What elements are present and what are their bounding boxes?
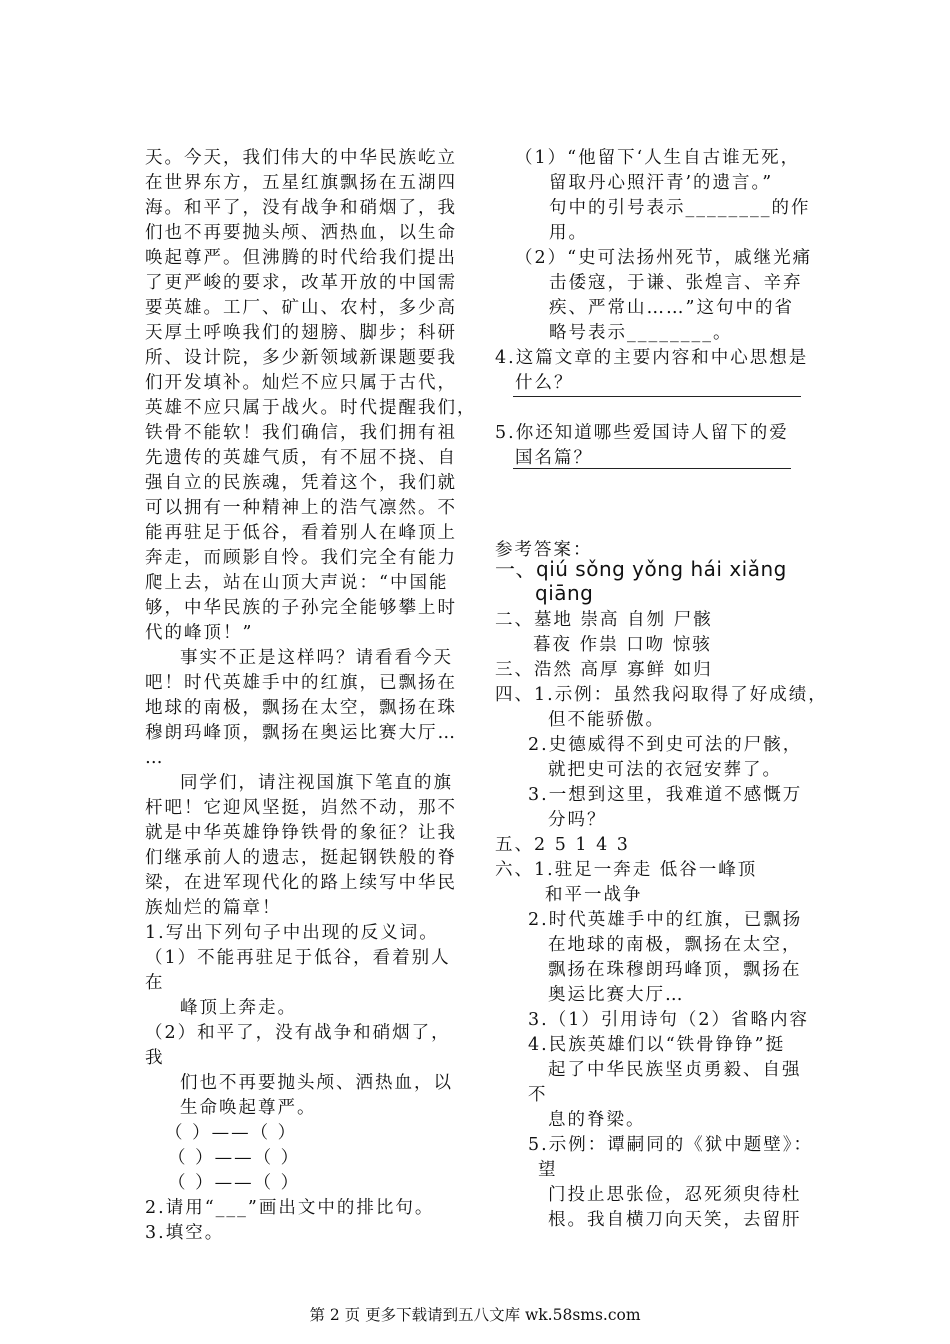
left-column-text-line: 们也不再要抛头颅、洒热血，以生命 xyxy=(145,223,457,243)
right-column-text-line: 2.史德威得不到史可法的尸骸， xyxy=(528,735,803,755)
pinyin-answer-line-1: 一、qiú sǒng yǒng hái xiǎng xyxy=(495,557,787,581)
left-column-text-line: 能再驻足于低谷，看着别人在峰顶上 xyxy=(145,523,457,543)
right-column-text-line: 略号表示________。 xyxy=(549,323,733,343)
left-column-text-line: 所、设计院，多少新领域新课题要我 xyxy=(145,348,457,368)
left-column-text-line: 2.请用“___”画出文中的排比句。 xyxy=(145,1198,435,1218)
left-column-text-line: 奔走，而顾影自怜。我们完全有能力 xyxy=(145,548,457,568)
right-column-text-line: 用。 xyxy=(549,223,588,243)
left-column-text-line: 唤起尊严。但沸腾的时代给我们提出 xyxy=(145,248,457,268)
left-column-text-line: 族灿烂的篇章！ xyxy=(145,898,282,918)
left-column-text-line: 在 xyxy=(145,973,165,993)
right-column-text-line: 就把史可法的衣冠安葬了。 xyxy=(548,760,782,780)
right-column-text-line: 国名篇？ xyxy=(515,448,593,468)
page-footer: 第 2 页 更多下载请到五八文库 wk.58sms.com xyxy=(309,1306,641,1324)
right-column-text-line: 五、2 5 1 4 3 xyxy=(495,835,630,855)
left-column-text-line: 够，中华民族的子孙完全能够攀上时 xyxy=(145,598,457,618)
left-column-text-line: 代的峰顶！” xyxy=(145,623,254,643)
left-column-text-line: （ ）——（ ） xyxy=(165,1123,298,1143)
answer-line-5 xyxy=(513,468,791,469)
right-column-text-line: 什么？ xyxy=(515,373,574,393)
right-column-text-line: 4.这篇文章的主要内容和中心思想是 xyxy=(495,348,809,368)
left-column-text-line: 地球的南极，飘扬在太空，飘扬在珠 xyxy=(145,698,457,718)
right-column-text-line: 2.时代英雄手中的红旗，已飘扬 xyxy=(528,910,803,930)
right-column-text-line: 息的脊梁。 xyxy=(548,1110,646,1130)
right-column-text-line: 击倭寇，于谦、张煌言、辛弃 xyxy=(549,273,803,293)
left-column-text-line: （1）不能再驻足于低谷，看着别人 xyxy=(145,948,451,968)
left-column-text-line: 们开发填补。灿烂不应只属于古代， xyxy=(145,373,457,393)
right-column-text-line: 三、浩然 高厚 寡鲜 如归 xyxy=(495,660,713,680)
left-column-text-line: 同学们，请注视国旗下笔直的旗 xyxy=(180,773,453,793)
left-column-text-line: 爬上去，站在山顶大声说：“中国能 xyxy=(145,573,449,593)
left-column-text-line: 先遗传的英雄气质，有不屈不挠、自 xyxy=(145,448,457,468)
left-column-text-line: 要英雄。工厂、矿山、农村，多少高 xyxy=(145,298,457,318)
right-column-text-line: 但不能骄傲。 xyxy=(548,710,665,730)
right-column-text-line: 5.示例：谭嗣同的《狱中题壁》： xyxy=(528,1135,813,1155)
left-column-text-line: 峰顶上奔走。 xyxy=(180,998,297,1018)
left-column-text-line: 在世界东方，五星红旗飘扬在五湖四 xyxy=(145,173,457,193)
right-column-text-line: 句中的引号表示________的作 xyxy=(549,198,811,218)
left-column-text-line: 杆吧！它迎风坚挺，岿然不动，那不 xyxy=(145,798,457,818)
left-column-text-line: 们也不再要抛头颅、洒热血，以 xyxy=(180,1073,453,1093)
left-column-text-line: 吧！时代英雄手中的红旗，已飘扬在 xyxy=(145,673,457,693)
left-column-text-line: 我 xyxy=(145,1048,165,1068)
right-column-text-line: 3.一想到这里，我难道不感慨万 xyxy=(528,785,803,805)
right-column-text-line: 暮夜 作祟 口吻 惊骇 xyxy=(533,635,712,655)
left-column-text-line: 生命唤起尊严。 xyxy=(180,1098,317,1118)
left-column-text-line: 铁骨不能软！我们确信，我们拥有祖 xyxy=(145,423,457,443)
left-column-text-line: 就是中华英雄铮铮铁骨的象征？让我 xyxy=(145,823,457,843)
left-column-text-line: 梁，在进军现代化的路上续写中华民 xyxy=(145,873,457,893)
left-column-text-line: （2）和平了，没有战争和硝烟了， xyxy=(145,1023,451,1043)
left-column-text-line: 们继承前人的遗志，挺起钢铁般的脊 xyxy=(145,848,457,868)
right-column-text-line: 5.你还知道哪些爱国诗人留下的爱 xyxy=(495,423,789,443)
left-column-text-line: 天厚土呼唤我们的翅膀、脚步；科研 xyxy=(145,323,457,343)
right-column-text-line: （2）“史可法扬州死节，戚继光痛 xyxy=(515,248,813,268)
right-column-text-line: 四、1.示例：虽然我闷取得了好成绩， xyxy=(495,685,828,705)
right-column-text-line: （1）“他留下‘人生自古谁无死， xyxy=(515,148,801,168)
right-column-text-line: 二、墓地 崇高 自刎 尸骸 xyxy=(495,610,713,630)
answer-line-4 xyxy=(513,396,801,397)
right-column-text-line: 起了中华民族坚贞勇毅、自强 xyxy=(548,1060,802,1080)
left-column-text-line: 海。和平了，没有战争和硝烟了，我 xyxy=(145,198,457,218)
left-column-text-line: 穆朗玛峰顶，飘扬在奥运比赛大厅… xyxy=(145,723,457,743)
left-column-text-line: 天。今天，我们伟大的中华民族屹立 xyxy=(145,148,457,168)
right-column-text-line: 参考答案： xyxy=(495,540,593,560)
left-column-text-line: 事实不正是这样吗？请看看今天 xyxy=(180,648,453,668)
right-column-text-line: 六、1.驻足一奔走 低谷一峰顶 xyxy=(495,860,758,880)
right-column-text-line: 飘扬在珠穆朗玛峰顶，飘扬在 xyxy=(548,960,802,980)
right-column-text-line: 在地球的南极，飘扬在太空， xyxy=(548,935,802,955)
left-column-text-line: 1.写出下列句子中出现的反义词。 xyxy=(145,923,439,943)
right-column-text-line: 奥运比赛大厅… xyxy=(548,985,685,1005)
left-column-text-line: 了更严峻的要求，改革开放的中国需 xyxy=(145,273,457,293)
right-column-text-line: 留取丹心照汗青’的遗言。” xyxy=(549,173,774,193)
pinyin-answer-line-2: qiāng xyxy=(535,581,594,605)
left-column-text-line: （ ）——（ ） xyxy=(168,1148,301,1168)
right-column-text-line: 门投止思张俭，忍死须臾待杜 xyxy=(548,1185,802,1205)
right-column-text-line: 分吗？ xyxy=(548,810,607,830)
left-column-text-line: （ ）——（ ） xyxy=(168,1173,301,1193)
right-column-text-line: 望 xyxy=(538,1160,558,1180)
left-column-text-line: 可以拥有一种精神上的浩气凛然。不 xyxy=(145,498,457,518)
left-column-text-line: … xyxy=(145,748,165,768)
right-column-text-line: 不 xyxy=(528,1085,548,1105)
right-column-text-line: 4.民族英雄们以“铁骨铮铮”挺 xyxy=(528,1035,786,1055)
right-column-text-line: 和平一战争 xyxy=(545,885,643,905)
left-column-text-line: 强自立的民族魂，凭着这个，我们就 xyxy=(145,473,457,493)
right-column-text-line: 疾、严常山……”这句中的省 xyxy=(549,298,794,318)
right-column-text-line: 根。我自横刀向天笑，去留肝 xyxy=(548,1210,802,1230)
left-column-text-line: 3.填空。 xyxy=(145,1223,225,1243)
right-column-text-line: 3.（1）引用诗句（2）省略内容 xyxy=(528,1010,809,1030)
left-column-text-line: 英雄不应只属于战火。时代提醒我们， xyxy=(145,398,477,418)
